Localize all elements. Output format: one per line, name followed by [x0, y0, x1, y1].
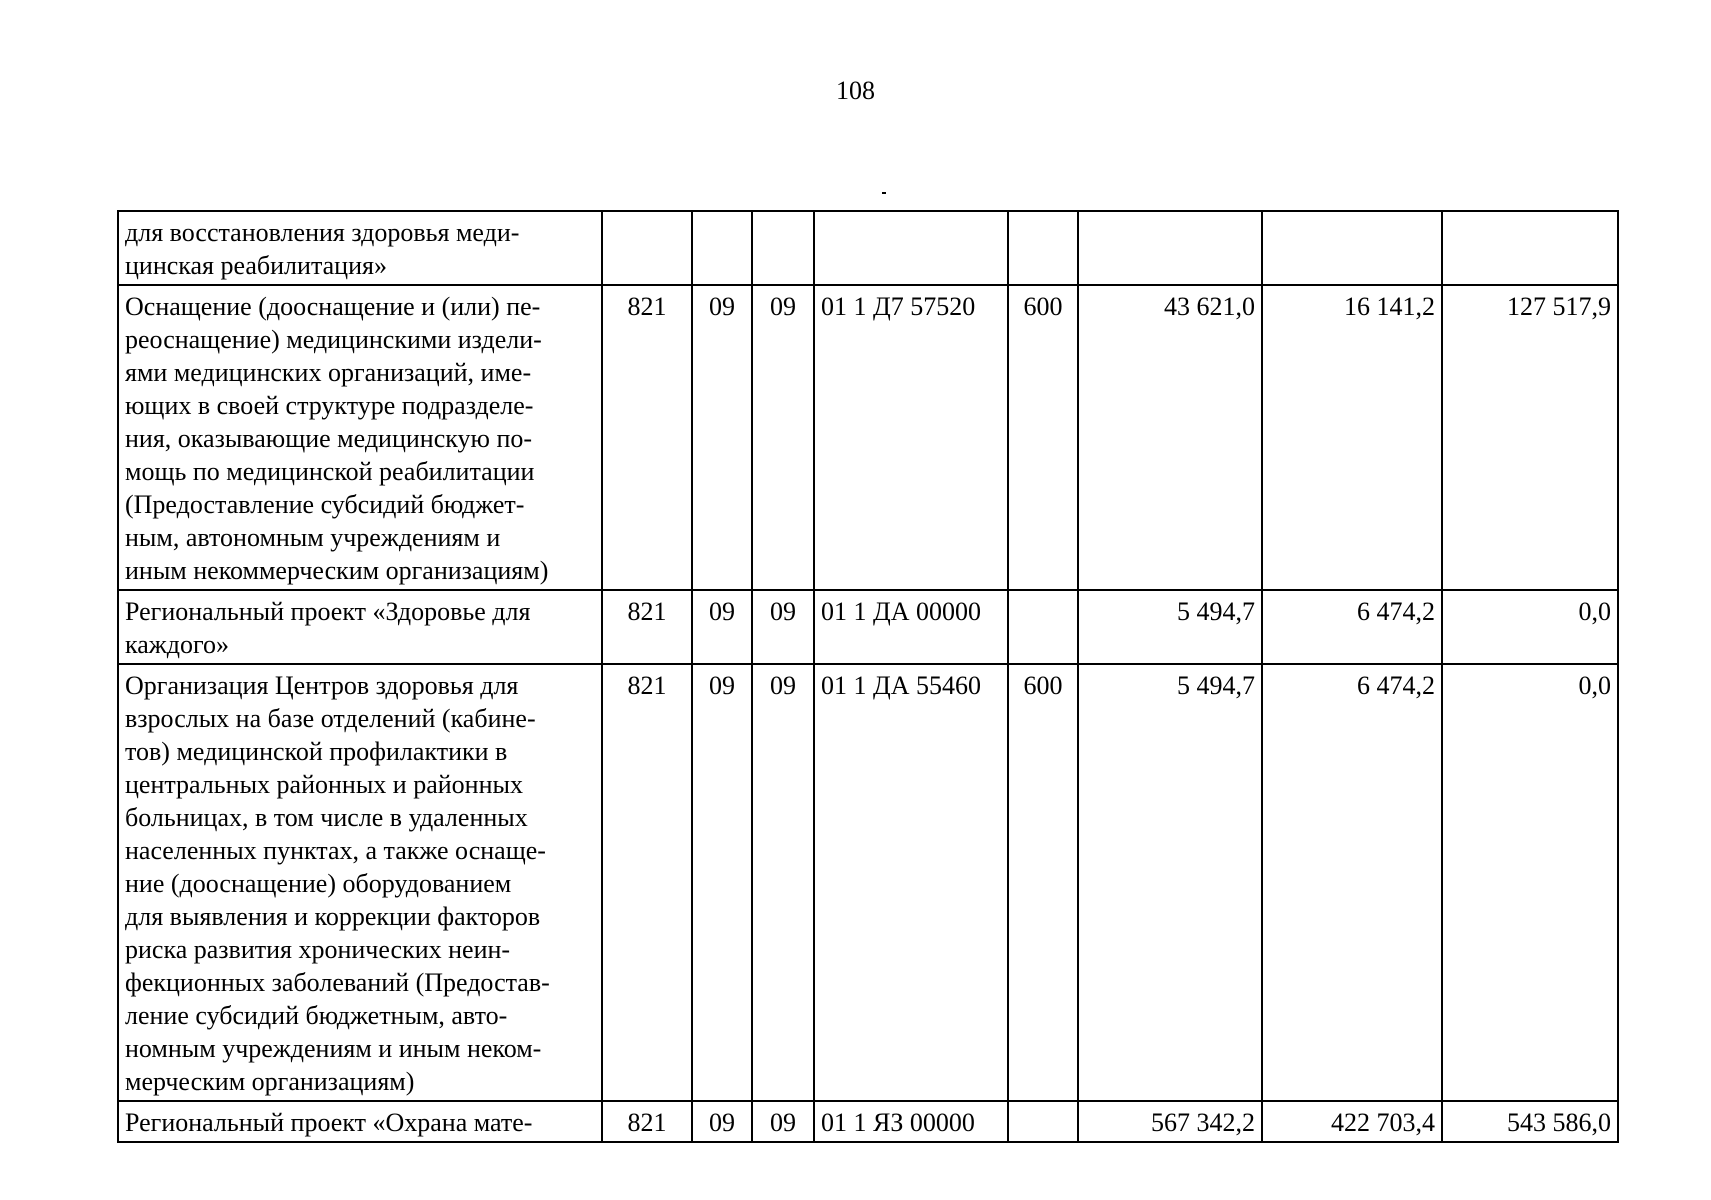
amount-year-3-cell: 0,0: [1442, 664, 1618, 1101]
expense-type-cell: [1008, 1101, 1078, 1142]
subsection-code-cell: 09: [752, 590, 814, 664]
ministry-code-cell: 821: [602, 590, 692, 664]
amount-year-3-cell: [1442, 211, 1618, 285]
section-code-cell: [692, 211, 752, 285]
expense-type-cell: [1008, 211, 1078, 285]
expense-type-cell: 600: [1008, 664, 1078, 1101]
item-name-line: центральных районных и районных: [125, 770, 523, 799]
ministry-code-cell: [602, 211, 692, 285]
subsection-code-cell: 09: [752, 664, 814, 1101]
ministry-code-cell: 821: [602, 285, 692, 590]
subsection-code-cell: 09: [752, 285, 814, 590]
expense-type-cell: [1008, 590, 1078, 664]
item-name-line: мощь по медицинской реабилитации: [125, 457, 535, 486]
target-article-cell: 01 1 ДА 55460: [814, 664, 1008, 1101]
item-name-cell: [118, 664, 602, 1101]
target-article-cell: 01 1 Д7 57520: [814, 285, 1008, 590]
item-name-line: Оснащение (дооснащение и (или) пе-: [125, 292, 541, 321]
amount-year-3-cell: 0,0: [1442, 590, 1618, 664]
amount-year-1-cell: 567 342,2: [1078, 1101, 1262, 1142]
table-row: [118, 664, 1618, 1101]
item-name-line: (Предоставление субсидий бюджет-: [125, 490, 525, 519]
page-number: 108: [836, 76, 875, 105]
budget-table: [117, 210, 1619, 1143]
amount-year-1-cell: 5 494,7: [1078, 664, 1262, 1101]
item-name-cell: [118, 590, 602, 664]
item-name-line: для восстановления здоровья меди-: [125, 218, 520, 247]
item-name-line: населенных пунктах, а также оснаще-: [125, 836, 546, 865]
amount-year-2-cell: [1262, 211, 1442, 285]
table-row: [118, 1101, 1618, 1142]
item-name-line: риска развития хронических неин-: [125, 935, 511, 964]
item-name-line: номным учреждениям и иным неком-: [125, 1034, 542, 1063]
item-name-line: цинская реабилитация»: [125, 251, 387, 280]
section-code-cell: 09: [692, 590, 752, 664]
item-name-line: реоснащение) медицинскими издели-: [125, 325, 542, 354]
item-name-line: каждого»: [125, 630, 229, 659]
target-article-cell: [814, 211, 1008, 285]
item-name-line: Организация Центров здоровья для: [125, 671, 519, 700]
section-code-cell: 09: [692, 285, 752, 590]
item-name-cell: [118, 285, 602, 590]
ministry-code-cell: 821: [602, 664, 692, 1101]
amount-year-1-cell: 43 621,0: [1078, 285, 1262, 590]
item-name-line: ным, автономным учреждениям и: [125, 523, 501, 552]
item-name-line: взрослых на базе отделений (кабине-: [125, 704, 536, 733]
table-row: [118, 285, 1618, 590]
amount-year-2-cell: 6 474,2: [1262, 664, 1442, 1101]
item-name-line: иным некоммерческим организациям): [125, 556, 549, 585]
amount-year-2-cell: 16 141,2: [1262, 285, 1442, 590]
item-name-line: тов) медицинской профилактики в: [125, 737, 508, 766]
item-name-line: Региональный проект «Охрана мате-: [125, 1108, 533, 1137]
item-name-line: ния, оказывающие медицинскую по-: [125, 424, 533, 453]
item-name-line: Региональный проект «Здоровье для: [125, 597, 531, 626]
item-name-line: ями медицинских организаций, име-: [125, 358, 532, 387]
item-name-line: ление субсидий бюджетным, авто-: [125, 1001, 508, 1030]
item-name-line: ющих в своей структуре подразделе-: [125, 391, 534, 420]
table-row: [118, 590, 1618, 664]
item-name-cell: [118, 211, 602, 285]
item-name-line: ние (дооснащение) оборудованием: [125, 869, 512, 898]
subsection-code-cell: [752, 211, 814, 285]
table-row: [118, 211, 1618, 285]
expense-type-cell: 600: [1008, 285, 1078, 590]
item-name-line: больницах, в том числе в удаленных: [125, 803, 528, 832]
section-code-cell: 09: [692, 664, 752, 1101]
amount-year-1-cell: 5 494,7: [1078, 590, 1262, 664]
item-name-line: мерческим организациям): [125, 1067, 415, 1096]
amount-year-3-cell: 127 517,9: [1442, 285, 1618, 590]
scan-mark: [882, 192, 886, 194]
amount-year-2-cell: 6 474,2: [1262, 590, 1442, 664]
budget-table-body: [118, 211, 1618, 1142]
amount-year-3-cell: 543 586,0: [1442, 1101, 1618, 1142]
item-name-line: фекционных заболеваний (Предостав-: [125, 968, 550, 997]
item-name-line: для выявления и коррекции факторов: [125, 902, 541, 931]
amount-year-2-cell: 422 703,4: [1262, 1101, 1442, 1142]
section-code-cell: 09: [692, 1101, 752, 1142]
target-article-cell: 01 1 ДА 00000: [814, 590, 1008, 664]
target-article-cell: 01 1 ЯЗ 00000: [814, 1101, 1008, 1142]
ministry-code-cell: 821: [602, 1101, 692, 1142]
item-name-cell: [118, 1101, 602, 1142]
subsection-code-cell: 09: [752, 1101, 814, 1142]
amount-year-1-cell: [1078, 211, 1262, 285]
